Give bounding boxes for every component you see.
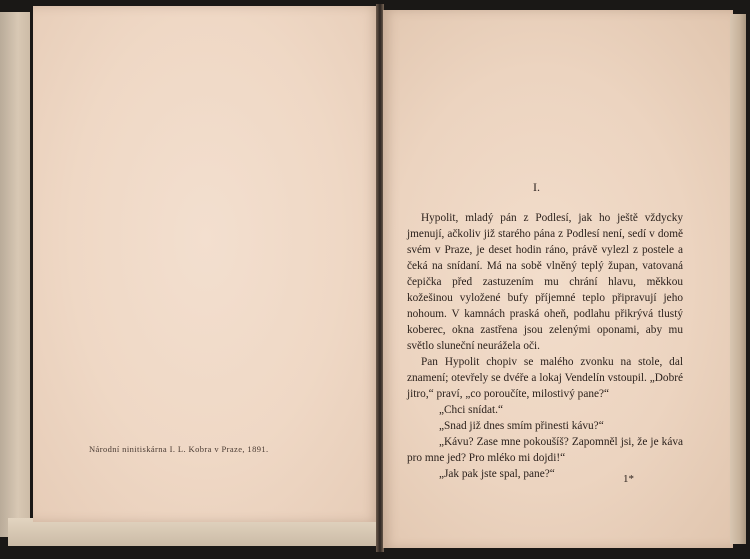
printer-imprint: Národní ninitiskárna I. L. Kobra v Praze, 1891. bbox=[89, 444, 269, 454]
dialogue-line: „Snad již dnes smím přinesti kávu?“ bbox=[439, 420, 604, 432]
dialogue-line: „Chci snídat.“ bbox=[439, 404, 503, 416]
signature-mark: 1* bbox=[623, 473, 634, 485]
dialogue-line: „Jak pak jste spal, pane?“ bbox=[439, 468, 555, 480]
chapter-number: I. bbox=[533, 180, 540, 194]
page-edges-right bbox=[730, 14, 746, 544]
dialogue-line: „Kávu? Zase mne pokoušíš? Zapomněl jsi, že je káva pro mne jed? Pro mléko mi dojdi!“ bbox=[407, 436, 683, 464]
paragraph-2: Pan Hypolit chopiv se malého zvonku na stole, dal znamení; otevřely se dvéře a lokaj Vendelín vstoupil. „Dobré jitro,“ praví, „co poroučíte, milostivý pane?“ bbox=[407, 356, 683, 400]
body-text bbox=[407, 210, 683, 482]
paragraph-1: Hypolit, mladý pán z Podlesí, jak ho ještě vždycky jmenují, ačkoliv již starého pána z Podlesí není, sedí v domě svém v Praze, je deset hodin ráno, právě vylezl z postele a čeká na snídaní. Má na sobě vlněný teplý župan, vatovaná čepička před zastuzením mu chrání hlavu, měkkou kožešinou vyložené bufy příjemné teplo připravují jeho nohoum. V kamnách praská oheň, podlahu přikrývá tlustý koberec, okna zastřena jsou zelenými oponami, aby mu světlo sluneční neurážela oči. bbox=[407, 212, 683, 352]
page-edges-left bbox=[0, 12, 30, 537]
page-edges-bottom bbox=[8, 518, 376, 546]
